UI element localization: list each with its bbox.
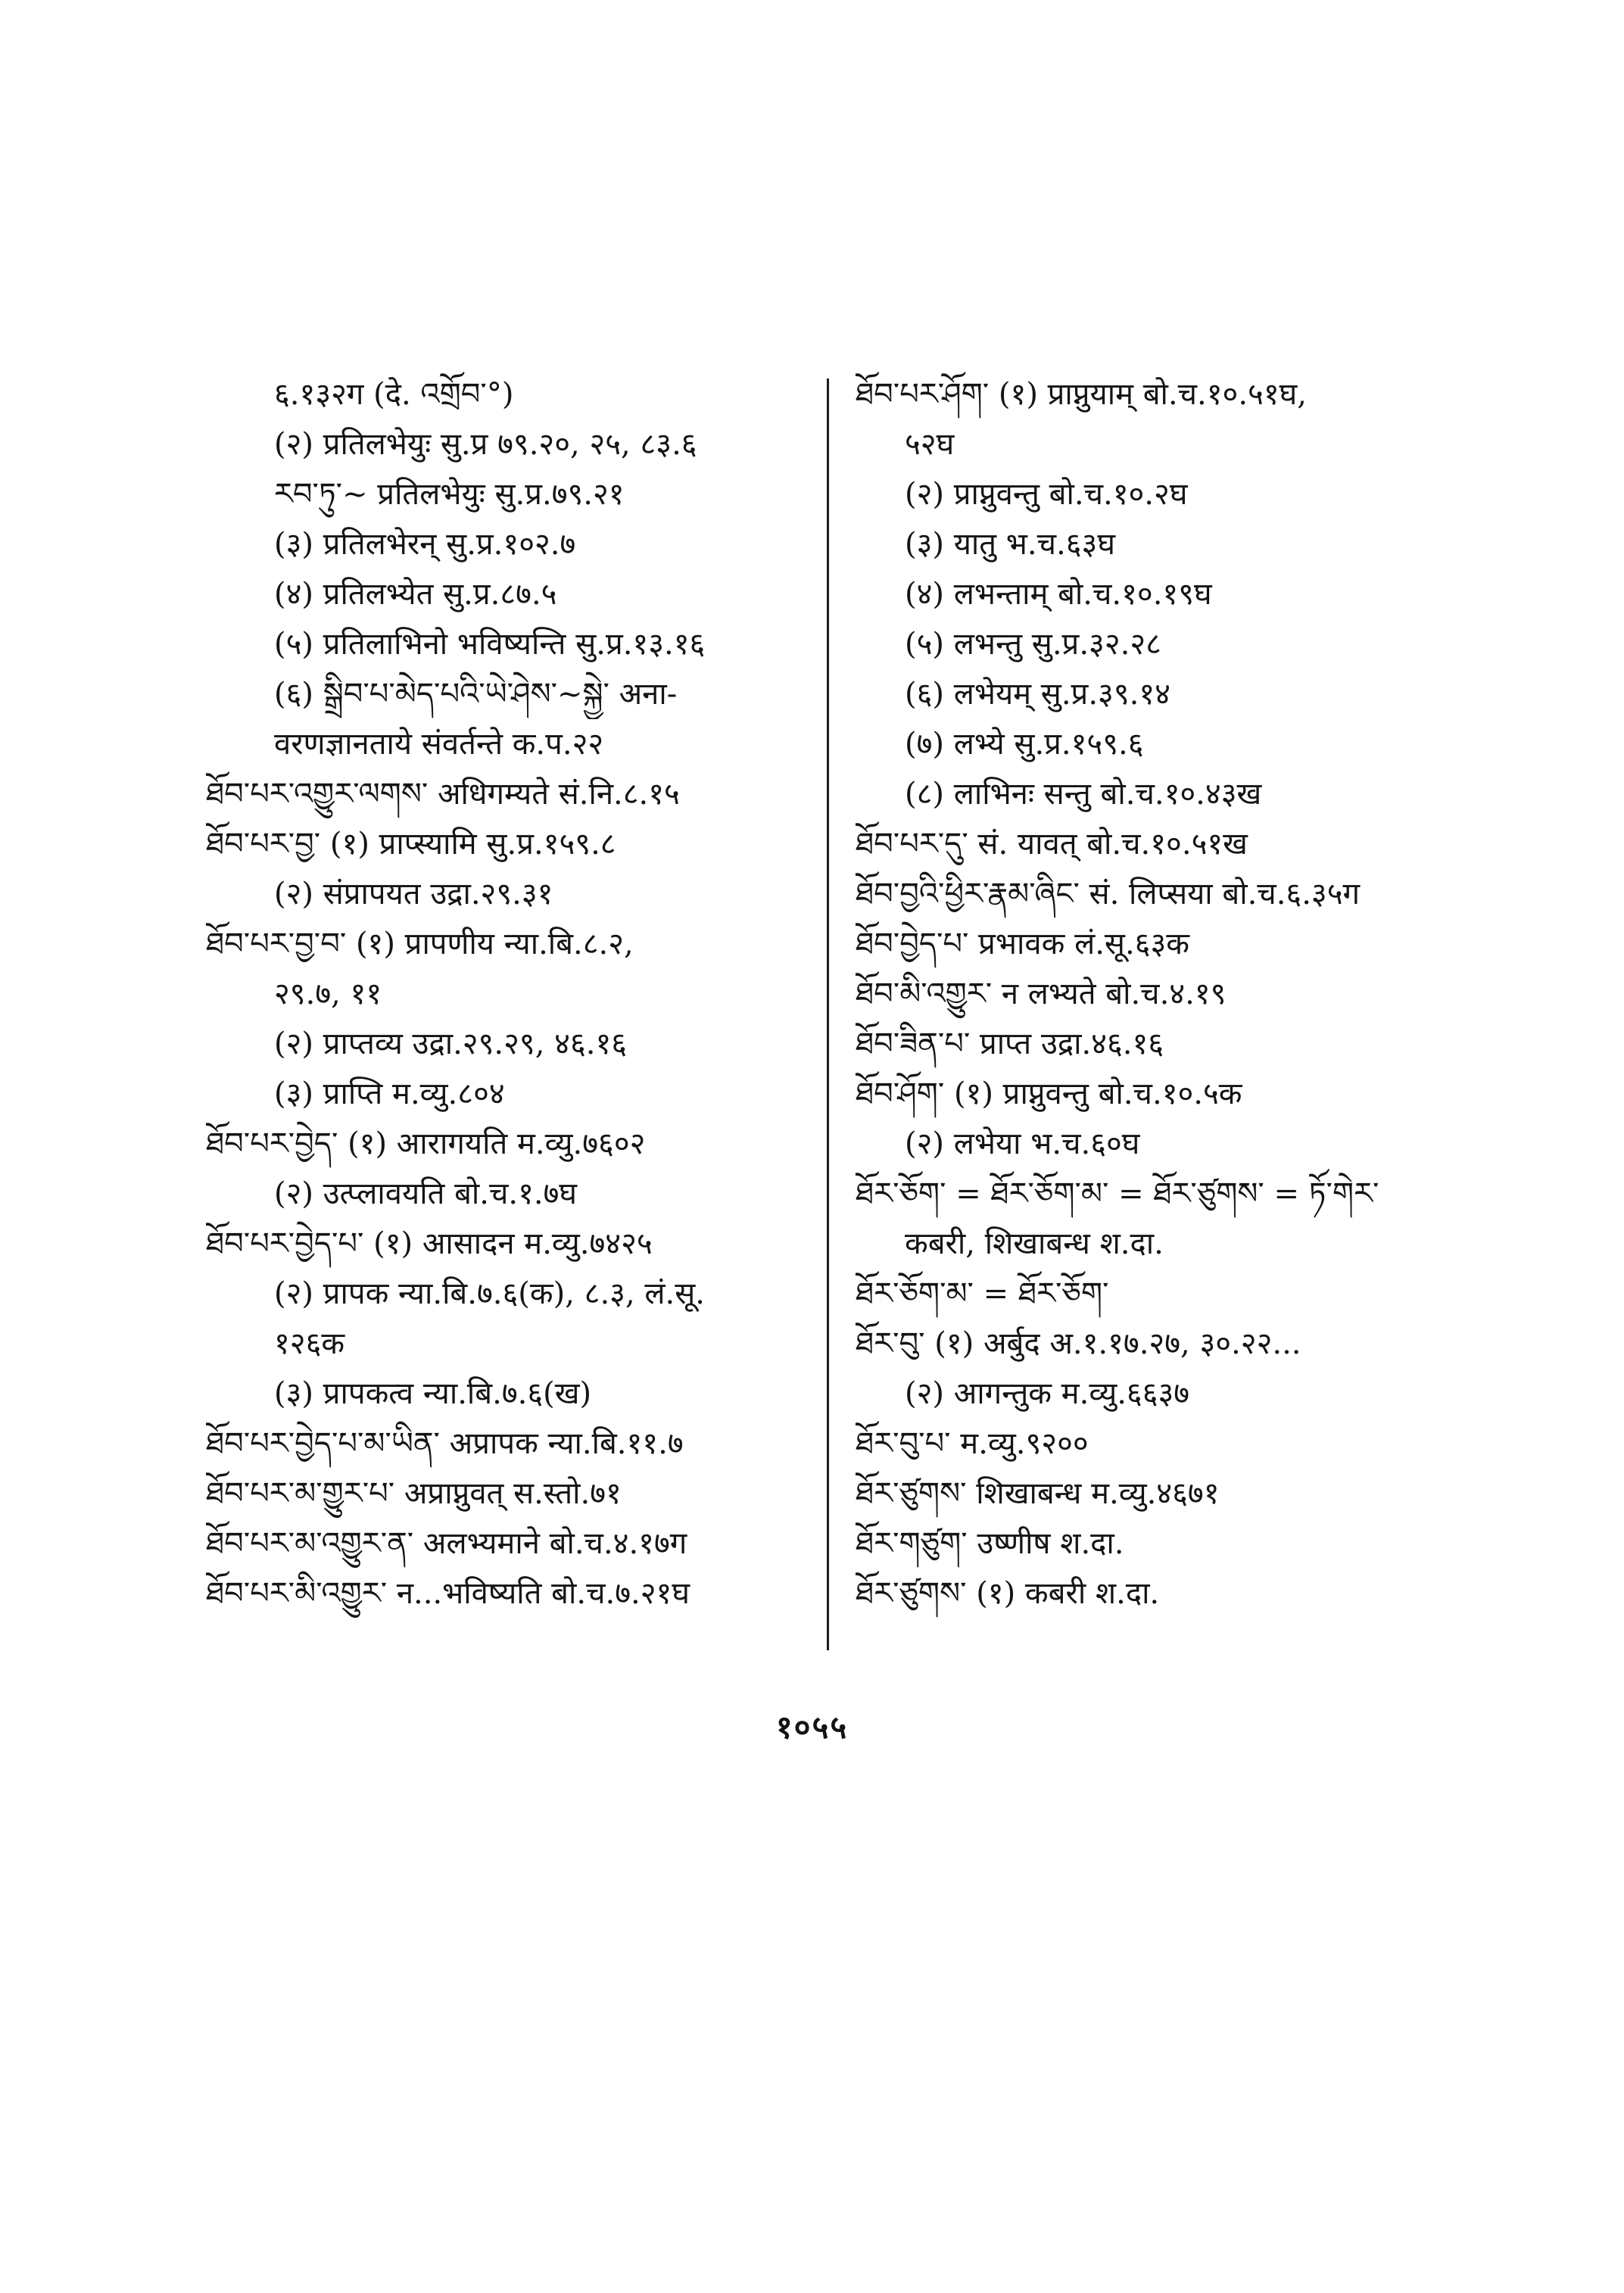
dictionary-line: ཐོབ་པར་མ་གྱུར་པ་ अप्राप्नुवत् स.स्तो.७१ [206, 1476, 622, 1511]
dictionary-line: ཐོབ་བྱེད་པ་ प्रभावक लं.सू.६३क [856, 927, 1189, 961]
dictionary-line: ཐོབ་པར་ཤོག་ (१) प्राप्नुयाम् बो.च.१०.५१घ, [856, 377, 1308, 412]
dictionary-line: (२) प्राप्तव्य उद्रा.२९.२९, ४६.१६ [274, 1027, 628, 1061]
dictionary-line: ཐོར་ཙུགས་ (१) कबरी श.दा. [856, 1576, 1160, 1611]
dictionary-line: ཐོབ་པར་འགྱུར་ལགས་ अधिगम्यते सं.नि.८.१५ [206, 777, 680, 812]
dictionary-line: ཐོར་བུ་ (१) अर्बुद अ.१.१७.२७, ३०.२२... [856, 1326, 1301, 1361]
page-number: १०५५ [775, 1709, 849, 1746]
dictionary-line: वरणज्ञानताये संवर्तन्ते क.प.२२ [274, 727, 604, 762]
dictionary-line: ཐོབ་ཤོག་ (१) प्राप्नुवन्तु बो.च.१०.५क [856, 1076, 1242, 1111]
dictionary-line: (८) लाभिनः सन्तु बो.च.१०.४३ख [905, 777, 1262, 812]
dictionary-line: (३) प्रतिलभेरन् सु.प्र.१०२.७ [274, 527, 576, 562]
dictionary-line: (७) लभ्ये सु.प्र.१५९.६ [905, 727, 1144, 762]
dictionary-line: (२) संप्रापयत उद्रा.२९.३१ [274, 877, 553, 911]
right-column [856, 369, 1461, 1618]
dictionary-line: ཐོར་བུ་པ་ म.व्यु.९२०० [856, 1426, 1089, 1461]
dictionary-line: ཐོར་ཅོག་ = ཐོར་ཅོག་མ་ = ཐོར་ཙུགས་ = ཏོ་གེར་ [856, 1176, 1379, 1211]
dictionary-line: (३) प्रापकत्व न्या.बि.७.६(ख) [274, 1376, 592, 1411]
dictionary-line: ཐོབ་མི་འགྱུར་ न लभ्यते बो.च.४.१९ [856, 977, 1227, 1011]
dictionary-line: (२) प्रापक न्या.बि.७.६(क), ८.३, लं.सू. [274, 1276, 705, 1311]
dictionary-line: (२) आगन्तुक म.व्यु.६६३७ [905, 1376, 1190, 1411]
dictionary-line: (२) उत्प्लावयति बो.च.१.७घ [274, 1176, 578, 1211]
column-divider [827, 379, 829, 1650]
dictionary-line: (५) लभन्तु सु.प्र.३२.२८ [905, 627, 1161, 662]
dictionary-line: २९.७, ११ [274, 977, 382, 1011]
dictionary-line: (३) प्राप्ति म.व्यु.८०४ [274, 1076, 505, 1111]
dictionary-line: (२) प्राप्नुवन्तु बो.च.१०.२घ [905, 477, 1188, 512]
dictionary-line: ཐོར་གཙུག་ उष्णीष श.दा. [856, 1526, 1124, 1561]
dictionary-line: (४) लभन्ताम् बो.च.१०.१९घ [905, 577, 1212, 612]
dictionary-line: (६) लभेयम् सु.प्र.३९.१४ [905, 677, 1170, 712]
dictionary-line: ཐོབ་པར་མ་འགྱུར་ན་ अलभ्यमाने बो.च.४.१७ग [206, 1526, 687, 1561]
dictionary-line: १२६क [274, 1326, 345, 1361]
dictionary-line: ཐོར་ཙུགས་ शिखाबन्ध म.व्यु.४६७१ [856, 1476, 1220, 1511]
dictionary-line: ཐོར་ཅོག་མ་ = ཐོར་ཅོག་ [856, 1276, 1109, 1311]
dictionary-line: (२) प्रतिलभेयुः सु.प्र ७९.२०, २५, ८३.६ [274, 427, 697, 462]
dictionary-line: ཐོབ་པར་བྱེད་ (१) आरागयति म.व्यु.७६०२ [206, 1126, 646, 1161]
dictionary-line: ५२घ [905, 427, 955, 462]
dictionary-line: (४) प्रतिलभ्येत सु.प्र.८७.५ [274, 577, 557, 612]
dictionary-line: རབ་ཏུ་~ प्रतिलभेयुः सु.प्र.७९.२१ [274, 477, 625, 512]
dictionary-line: ཐོབ་པར་མི་འགྱུར་ न...भविष्यति बो.च.७.२१घ [206, 1576, 690, 1611]
dictionary-line: (५) प्रतिलाभिनो भविष्यन्ति सु.प्र.१३.१६ [274, 627, 706, 662]
dictionary-line: कबरी, शिखाबन्ध श.दा. [905, 1226, 1164, 1261]
dictionary-line: ཐོབ་བྱའི་ཕྱིར་རྣམ་ཞིང་ सं. लिप्सया बो.च.६.३५ग [856, 877, 1361, 911]
dictionary-line: ཐོབ་པར་བྱེད་པ་མ་ཡིན་ अप्रापक न्या.बि.११.७ [206, 1426, 684, 1461]
dictionary-line: ཐོབ་ཟིན་པ་ प्राप्त उद्रा.४६.१६ [856, 1027, 1164, 1061]
dictionary-line: ཐོབ་པར་བྱེད་པ་ (१) आसादन म.व्यु.७४२५ [206, 1226, 653, 1261]
dictionary-line: (२) लभेया भ.च.६०घ [905, 1126, 1140, 1161]
dictionary-line: (३) यातु भ.च.६३घ [905, 527, 1115, 562]
dictionary-line: ཐོབ་པར་དུ་ सं. यावत् बो.च.१०.५१ख [856, 827, 1248, 861]
dictionary-line: (६) སྒྲིབ་པ་མེད་པའི་ཡེ་ཤེས་~སྐྱེ་ अना- [274, 677, 678, 712]
left-column [206, 369, 812, 1618]
dictionary-line: ཐོབ་པར་བྱ་བ་ (१) प्रापणीय न्या.बि.८.२, [206, 927, 634, 961]
dictionary-line: ཐོབ་པར་བྱ་ (१) प्राप्स्यामि सु.प्र.१५९.८ [206, 827, 616, 861]
dictionary-line: ६.१३२ग (दे. འགྲོབ་°) [274, 377, 514, 412]
